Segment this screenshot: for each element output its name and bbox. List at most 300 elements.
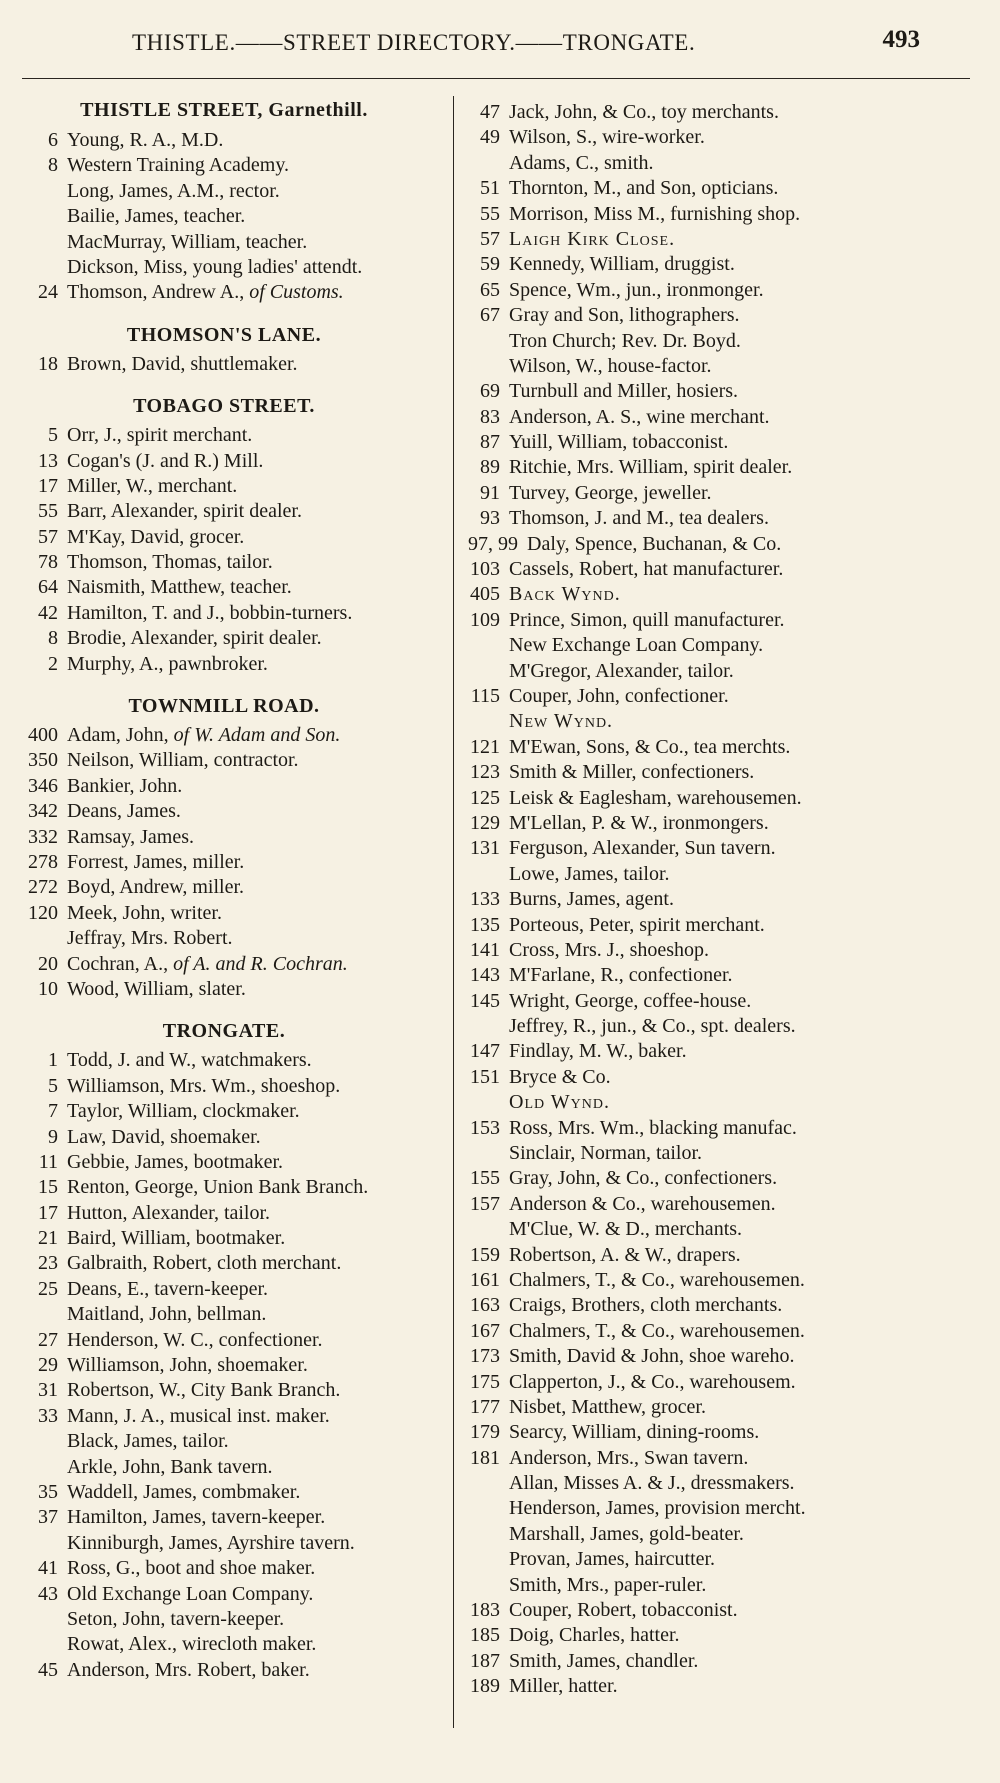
directory-entry <box>460 303 990 328</box>
directory-entry <box>0 449 448 474</box>
directory-entry <box>460 405 990 430</box>
house-number: 143 <box>470 964 500 987</box>
house-number: 21 <box>38 1227 58 1250</box>
directory-entry <box>0 1632 448 1657</box>
directory-entry <box>0 901 448 926</box>
entry-name: Chalmers, T., & Co., warehousemen. <box>509 1319 805 1342</box>
directory-entry <box>0 474 448 499</box>
directory-entry <box>0 1099 448 1124</box>
directory-entry <box>460 1344 990 1369</box>
entry-text <box>67 179 280 204</box>
entry-name: Miller, W., merchant. <box>67 474 238 497</box>
entry-text <box>67 1125 261 1150</box>
entry-name: Henderson, James, provision mercht. <box>509 1497 806 1520</box>
entry-name: Chalmers, T., & Co., warehousemen. <box>509 1268 805 1291</box>
entry-text <box>67 1251 341 1276</box>
entry-text <box>67 1328 323 1353</box>
entry-name: Ferguson, Alexander, Sun tavern. <box>509 837 776 860</box>
entry-text <box>509 1243 741 1268</box>
entry-text <box>67 255 362 280</box>
house-number: 17 <box>38 474 58 497</box>
entry-text <box>67 926 233 951</box>
entry-name: Forrest, James, miller. <box>67 850 245 873</box>
directory-entry <box>460 1217 990 1242</box>
entry-name: Boyd, Andrew, miller. <box>67 876 245 899</box>
directory-entry <box>460 862 990 887</box>
entry-name: Gray, John, & Co., confectioners. <box>509 1167 778 1190</box>
directory-entry <box>460 608 990 633</box>
entry-text <box>509 100 779 125</box>
entry-text <box>509 582 621 607</box>
entry-name: Smith, James, chandler. <box>509 1649 699 1672</box>
directory-entry <box>460 659 990 684</box>
entry-name: Jack, John, & Co., toy merchants. <box>509 101 779 123</box>
entry-text <box>509 354 712 379</box>
directory-entry <box>0 1607 448 1632</box>
entry-text <box>67 1455 273 1480</box>
entry-text <box>67 799 181 824</box>
entry-text <box>67 575 292 600</box>
entry-name: New Wynd. <box>509 710 614 733</box>
directory-entry <box>460 252 990 277</box>
entry-text <box>509 709 613 734</box>
entry-name: New Exchange Loan Company. <box>509 634 764 657</box>
entry-text <box>509 455 792 480</box>
directory-entry <box>0 204 448 229</box>
directory-entry <box>460 1623 990 1648</box>
entry-name: Findlay, M. W., baker. <box>509 1040 687 1063</box>
header-rule <box>22 78 970 79</box>
directory-entry <box>460 1192 990 1217</box>
entry-name: Turvey, George, jeweller. <box>509 481 712 504</box>
house-number: 43 <box>38 1582 58 1605</box>
house-number: 64 <box>38 576 58 599</box>
directory-entry <box>0 179 448 204</box>
entry-name: Thomson, Thomas, tailor. <box>67 551 273 574</box>
directory-entry <box>0 799 448 824</box>
house-number: 342 <box>28 800 58 823</box>
entry-text <box>67 1480 300 1505</box>
entry-text <box>509 1649 698 1674</box>
directory-entry <box>460 1471 990 1496</box>
directory-entry <box>460 1293 990 1318</box>
house-number: 57 <box>38 525 58 548</box>
entry-italic-note: of A. and R. Cochran. <box>173 952 348 975</box>
directory-entry <box>0 850 448 875</box>
entry-text <box>509 608 785 633</box>
house-number: 350 <box>28 749 58 772</box>
entry-name: Maitland, John, bellman. <box>67 1303 267 1326</box>
house-number: 332 <box>28 825 58 848</box>
entry-text <box>509 1598 738 1623</box>
house-number: 49 <box>480 126 500 149</box>
entry-text <box>67 626 322 651</box>
entry-name: Wilson, S., wire-worker. <box>509 126 705 149</box>
entry-name: Neilson, William, contractor. <box>67 749 299 772</box>
entry-text <box>67 449 263 474</box>
entry-name: Naismith, Matthew, teacher. <box>67 576 292 599</box>
entry-name: Mann, J. A., musical inst. maker. <box>67 1404 330 1427</box>
house-number: 15 <box>38 1176 58 1199</box>
house-number: 2 <box>48 652 58 675</box>
entry-name: Lowe, James, tailor. <box>509 862 670 885</box>
house-number: 141 <box>470 938 500 961</box>
directory-entry <box>460 329 990 354</box>
entry-text <box>509 1471 795 1496</box>
directory-entry <box>460 1496 990 1521</box>
entry-name: Cogan's (J. and R.) Mill. <box>67 449 264 472</box>
entry-name: Burns, James, agent. <box>509 888 674 911</box>
directory-entry <box>0 774 448 799</box>
house-number: 33 <box>38 1404 58 1427</box>
house-number: 35 <box>38 1480 58 1503</box>
entry-name: Turnbull and Miller, hosiers. <box>509 380 739 403</box>
directory-entry <box>0 1201 448 1226</box>
directory-entry <box>0 1378 448 1403</box>
directory-entry <box>0 550 448 575</box>
directory-entry <box>0 1404 448 1429</box>
directory-entry <box>460 1420 990 1445</box>
house-number: 133 <box>470 888 500 911</box>
directory-entry <box>460 1547 990 1572</box>
directory-entry <box>460 100 990 125</box>
entry-text <box>509 1268 805 1293</box>
entry-name: Rowat, Alex., wirecloth maker. <box>67 1633 317 1656</box>
entry-name: M'Ewan, Sons, & Co., tea merchts. <box>509 735 791 758</box>
entry-text <box>67 850 244 875</box>
house-number: 131 <box>470 837 500 860</box>
directory-entry <box>0 1505 448 1530</box>
house-number: 20 <box>38 952 58 975</box>
entry-text <box>67 1378 340 1403</box>
entry-name: Tron Church; Rev. Dr. Boyd. <box>509 329 741 352</box>
entry-text <box>67 1150 283 1175</box>
entry-text <box>67 499 302 524</box>
house-number: 17 <box>38 1201 58 1224</box>
running-title: THISTLE.——STREET DIRECTORY.——TRONGATE. <box>132 30 696 55</box>
entry-name: Cassels, Robert, hat manufacturer. <box>509 558 784 581</box>
entry-name: Allan, Misses A. & J., dressmakers. <box>509 1472 795 1495</box>
house-number: 1 <box>48 1049 58 1072</box>
directory-entry <box>0 1582 448 1607</box>
directory-entry <box>460 684 990 709</box>
entry-name: Adam, John, <box>67 724 169 747</box>
directory-entry <box>0 1074 448 1099</box>
house-number: 87 <box>480 431 500 454</box>
house-number: 5 <box>48 1074 58 1097</box>
entry-text <box>509 1141 702 1166</box>
directory-entry <box>460 633 990 658</box>
entry-text <box>67 1099 300 1124</box>
entry-name: M'Kay, David, grocer. <box>67 525 245 548</box>
directory-entry <box>460 1649 990 1674</box>
house-number: 103 <box>470 558 500 581</box>
entry-text <box>509 659 734 684</box>
house-number: 135 <box>470 913 500 936</box>
entry-name: Ritchie, Mrs. William, spirit dealer. <box>509 456 793 479</box>
entry-text <box>67 1531 355 1556</box>
directory-entry <box>460 1674 990 1699</box>
entry-name: Ramsay, James. <box>67 825 195 848</box>
entry-name: M'Clue, W. & D., merchants. <box>509 1218 743 1241</box>
directory-entry <box>0 1150 448 1175</box>
house-number: 8 <box>48 627 58 650</box>
entry-text <box>67 1353 308 1378</box>
directory-entry <box>0 1658 448 1683</box>
entry-text <box>509 1293 782 1318</box>
directory-entry <box>0 1455 448 1480</box>
entry-name: Deans, James. <box>67 800 181 823</box>
entry-text <box>67 1632 316 1657</box>
entry-text <box>509 862 670 887</box>
directory-entry <box>0 626 448 651</box>
entry-text <box>67 774 182 799</box>
entry-name: Old Exchange Loan Company. <box>67 1582 314 1605</box>
entry-name: Murphy, A., pawnbroker. <box>67 652 268 675</box>
entry-text <box>509 252 735 277</box>
entry-text <box>67 1582 313 1607</box>
entry-text <box>67 423 252 448</box>
entry-name: Spence, Wm., jun., ironmonger. <box>509 278 764 301</box>
entry-text <box>509 938 709 963</box>
house-number: 42 <box>38 601 58 624</box>
entry-name: Todd, J. and W., watchmakers. <box>67 1049 312 1072</box>
directory-entry <box>0 1048 448 1073</box>
house-number: 89 <box>480 456 500 479</box>
entry-text <box>67 1556 315 1581</box>
house-number: 6 <box>48 129 58 151</box>
directory-entry <box>0 1480 448 1505</box>
entry-name: Deans, E., tavern-keeper. <box>67 1277 269 1300</box>
directory-entry <box>460 227 990 252</box>
entry-name: Thomson, Andrew A., <box>67 281 245 304</box>
directory-entry <box>0 1353 448 1378</box>
entry-text <box>67 1505 325 1530</box>
directory-entry <box>460 1116 990 1141</box>
entry-text <box>67 901 222 926</box>
directory-entry <box>0 255 448 280</box>
entry-text <box>509 1039 687 1064</box>
entry-name: Bailie, James, teacher. <box>67 205 246 228</box>
entry-name: Ross, Mrs. Wm., blacking manufac. <box>509 1116 797 1139</box>
entry-name: Thornton, M., and Son, opticians. <box>509 177 779 200</box>
entry-text <box>509 379 738 404</box>
directory-entry <box>0 952 448 977</box>
entry-name: Porteous, Peter, spirit merchant. <box>509 913 765 936</box>
directory-entry <box>460 1319 990 1344</box>
entry-text <box>67 1226 285 1251</box>
entry-text <box>509 1319 805 1344</box>
directory-entry <box>0 352 448 377</box>
house-number: 153 <box>470 1116 500 1139</box>
entry-name: Black, James, tailor. <box>67 1430 229 1453</box>
entry-text <box>67 601 352 626</box>
street-heading: TRONGATE. <box>162 1020 286 1043</box>
entry-name: Smith & Miller, confectioners. <box>509 761 755 784</box>
directory-entry <box>460 176 990 201</box>
entry-name: Williamson, John, shoemaker. <box>67 1354 308 1377</box>
entry-name: Kennedy, William, druggist. <box>509 253 735 276</box>
house-number: 115 <box>470 684 500 707</box>
entry-name: Sinclair, Norman, tailor. <box>509 1142 703 1165</box>
entry-name: Meek, John, writer. <box>67 901 222 924</box>
house-number: 155 <box>470 1167 500 1190</box>
entry-name: Dickson, Miss, young ladies' attendt. <box>67 255 363 278</box>
directory-entry <box>460 1395 990 1420</box>
entry-name: Anderson & Co., warehousemen. <box>509 1192 776 1215</box>
entry-text <box>509 1370 796 1395</box>
entry-text <box>509 1090 610 1115</box>
entry-text <box>67 952 348 977</box>
entry-name: Williamson, Mrs. Wm., shoeshop. <box>67 1074 341 1097</box>
directory-entry <box>460 786 990 811</box>
directory-entry <box>460 278 990 303</box>
directory-entry <box>0 601 448 626</box>
directory-entry <box>460 938 990 963</box>
entry-name: Robertson, W., City Bank Branch. <box>67 1379 341 1402</box>
entry-name: Hutton, Alexander, tailor. <box>67 1201 271 1224</box>
house-number: 179 <box>470 1421 500 1444</box>
left-column <box>0 100 448 1683</box>
house-number: 123 <box>470 761 500 784</box>
directory-entry <box>460 455 990 480</box>
entry-text <box>509 735 790 760</box>
entry-text <box>509 557 783 582</box>
entry-text <box>509 887 674 912</box>
house-number: 18 <box>38 352 58 375</box>
entry-name: Bankier, John. <box>67 774 183 797</box>
entry-text <box>509 1496 806 1521</box>
house-number: 151 <box>470 1065 500 1088</box>
entry-name: M'Lellan, P. & W., ironmongers. <box>509 811 769 834</box>
directory-entry <box>460 887 990 912</box>
house-number: 163 <box>470 1294 500 1317</box>
house-number: 175 <box>470 1370 500 1393</box>
entry-text <box>527 532 781 557</box>
entry-name: Craigs, Brothers, cloth merchants. <box>509 1294 783 1317</box>
house-number: 185 <box>470 1624 500 1647</box>
house-number: 29 <box>38 1354 58 1377</box>
entry-text <box>509 1573 706 1598</box>
entry-text <box>509 1522 744 1547</box>
directory-entry <box>0 825 448 850</box>
entry-text <box>509 1420 759 1445</box>
entry-name: Anderson, Mrs., Swan tavern. <box>509 1446 749 1469</box>
directory-entry <box>460 151 990 176</box>
entry-name: Searcy, William, dining-rooms. <box>509 1421 760 1444</box>
house-number: 189 <box>470 1675 500 1698</box>
entry-text <box>509 1395 706 1420</box>
directory-entry <box>460 1039 990 1064</box>
house-number: 97, 99 <box>468 532 518 555</box>
entry-name: Provan, James, haircutter. <box>509 1548 716 1571</box>
entry-text <box>509 684 729 709</box>
directory-entry <box>460 1446 990 1471</box>
directory-entry <box>0 1226 448 1251</box>
house-number: 173 <box>470 1345 500 1368</box>
entry-name: Waddell, James, combmaker. <box>67 1480 301 1503</box>
entry-text <box>509 963 733 988</box>
directory-entry <box>0 153 448 178</box>
page-number: 493 <box>882 26 920 53</box>
entry-name: Couper, John, confectioner. <box>509 684 729 707</box>
directory-entry <box>460 1370 990 1395</box>
directory-entry <box>460 1522 990 1547</box>
entry-text <box>67 352 298 377</box>
entry-name: Hamilton, James, tavern-keeper. <box>67 1506 326 1529</box>
entry-name: Marshall, James, gold-beater. <box>509 1522 744 1545</box>
entry-text <box>509 913 765 938</box>
entry-name: Orr, J., spirit merchant. <box>67 424 253 447</box>
street-heading: THOMSON'S LANE. <box>126 323 322 346</box>
house-number: 23 <box>38 1252 58 1275</box>
entry-name: Brodie, Alexander, spirit dealer. <box>67 627 322 650</box>
house-number: 400 <box>28 724 58 747</box>
entry-text <box>67 204 245 229</box>
house-number: 125 <box>470 786 500 809</box>
entry-text <box>67 550 273 575</box>
directory-entry <box>460 506 990 531</box>
house-number: 83 <box>480 405 500 428</box>
directory-entry <box>460 1268 990 1293</box>
entry-text <box>509 811 769 836</box>
directory-entry <box>460 811 990 836</box>
house-number: 159 <box>470 1243 500 1266</box>
house-number: 13 <box>38 449 58 472</box>
entry-name: M'Farlane, R., confectioner. <box>509 964 733 987</box>
entry-name: Robertson, A. & W., drapers. <box>509 1243 741 1266</box>
entry-name: Barr, Alexander, spirit dealer. <box>67 500 302 523</box>
entry-name: Seton, John, tavern-keeper. <box>67 1607 285 1630</box>
house-number: 405 <box>470 583 500 606</box>
house-number: 25 <box>38 1277 58 1300</box>
entry-text <box>67 1201 270 1226</box>
entry-text <box>67 280 344 305</box>
entry-text <box>67 1404 330 1429</box>
house-number: 37 <box>38 1506 58 1529</box>
directory-entry <box>0 1125 448 1150</box>
entry-name: Daly, Spence, Buchanan, & Co. <box>527 532 782 555</box>
entry-name: Young, R. A., M.D. <box>67 129 224 151</box>
house-number: 183 <box>470 1599 500 1622</box>
entry-name: Jeffrey, R., jun., & Co., spt. dealers. <box>509 1015 796 1038</box>
house-number: 10 <box>38 977 58 1000</box>
directory-entry <box>460 481 990 506</box>
directory-entry <box>460 532 990 557</box>
entry-text <box>67 825 194 850</box>
directory-entry <box>460 1598 990 1623</box>
entry-name: Brown, David, shuttlemaker. <box>67 352 298 375</box>
house-number: 147 <box>470 1040 500 1063</box>
directory-entry <box>0 499 448 524</box>
entry-text <box>509 1192 776 1217</box>
entry-text <box>509 1674 618 1699</box>
entry-text <box>67 875 244 900</box>
directory-entry <box>460 963 990 988</box>
entry-name: Leisk & Eaglesham, warehousemen. <box>509 786 802 809</box>
entry-name: Gray and Son, lithographers. <box>509 304 740 327</box>
entry-name: Taylor, William, clockmaker. <box>67 1100 300 1123</box>
directory-entry <box>0 575 448 600</box>
entry-text <box>67 230 307 255</box>
entry-name: Wilson, W., house-factor. <box>509 354 712 377</box>
entry-text <box>67 1607 284 1632</box>
entry-name: Prince, Simon, quill manufacturer. <box>509 608 785 631</box>
entry-name: Yuill, William, tobacconist. <box>509 431 729 454</box>
directory-entry <box>460 1243 990 1268</box>
entry-text <box>509 430 728 455</box>
entry-name: Doig, Charles, hatter. <box>509 1624 680 1647</box>
